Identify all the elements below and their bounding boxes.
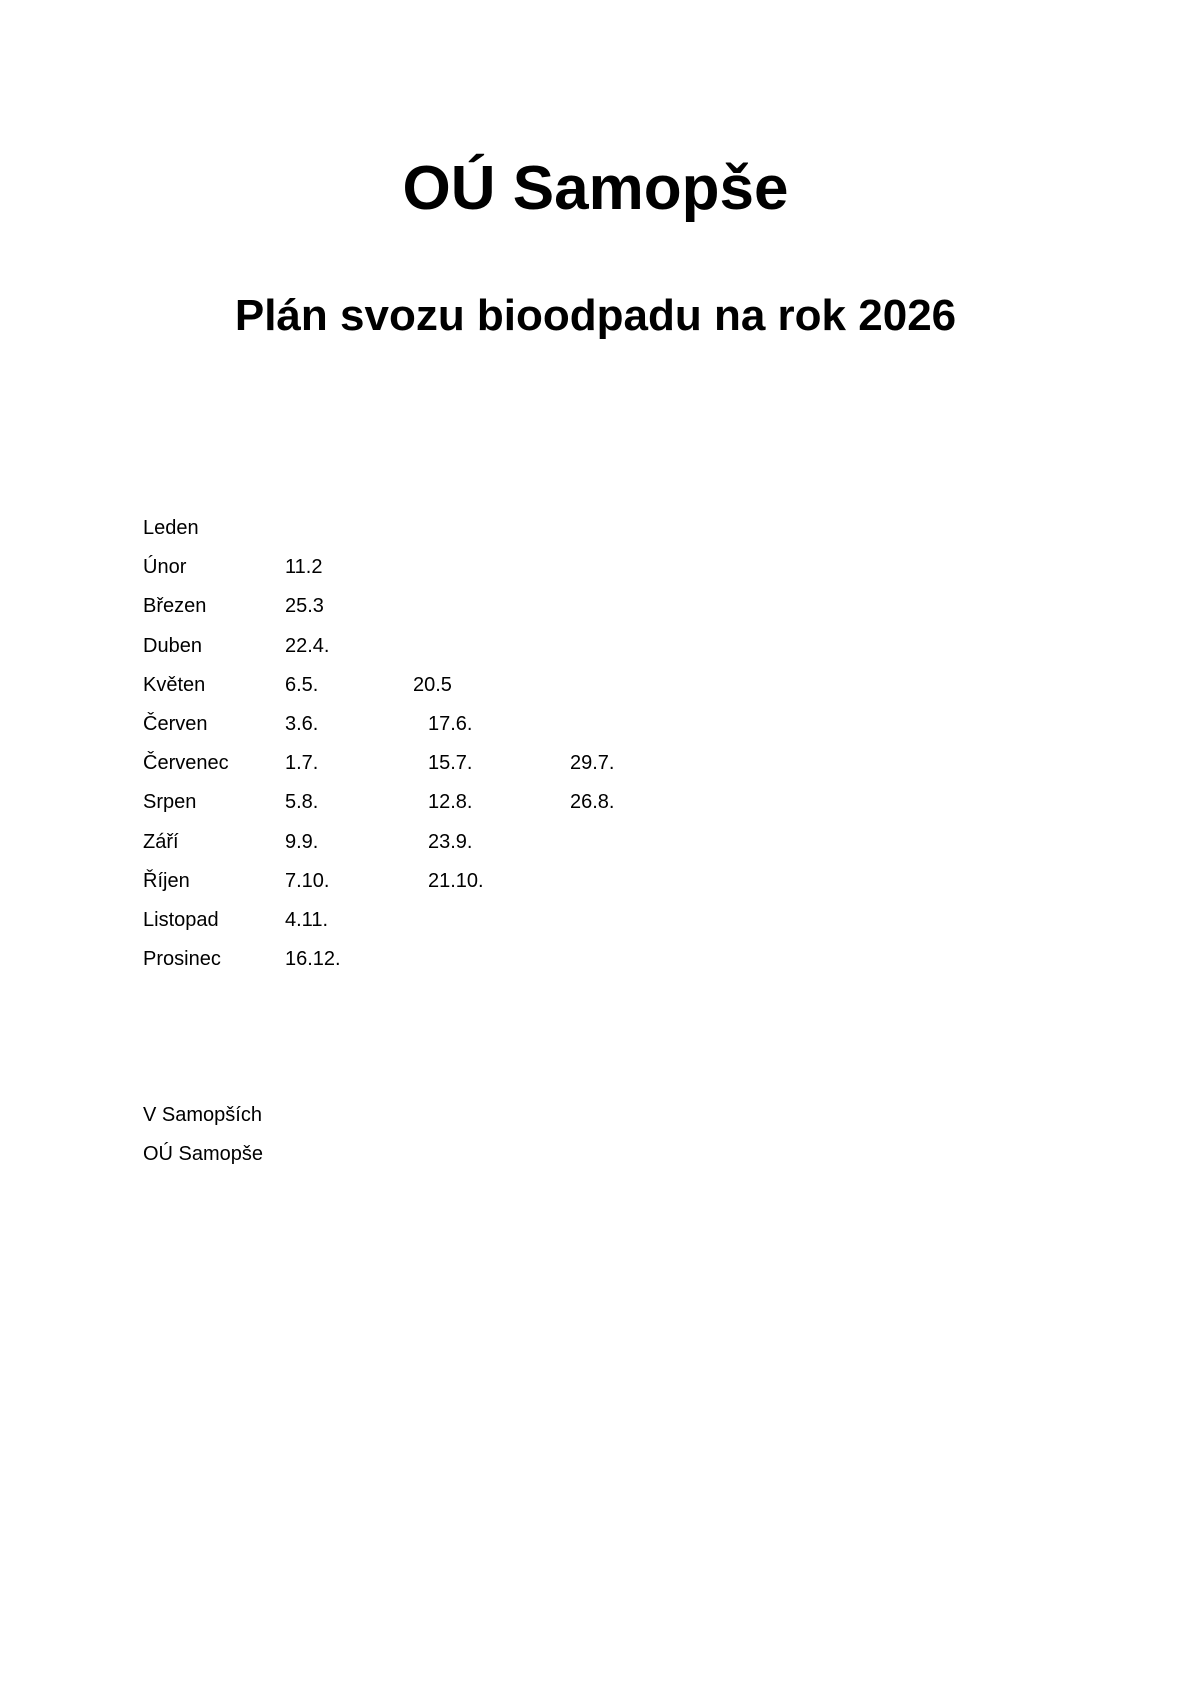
collection-date: 11.2 bbox=[285, 556, 323, 579]
month-label: Září bbox=[143, 830, 179, 853]
month-label: Červenec bbox=[143, 752, 229, 775]
collection-schedule bbox=[143, 512, 843, 982]
schedule-row-srpen bbox=[143, 786, 843, 825]
collection-date: 9.9. bbox=[285, 830, 319, 853]
collection-date: 25.3 bbox=[285, 595, 324, 618]
signature-block bbox=[143, 1096, 263, 1174]
collection-date: 7.10. bbox=[285, 869, 330, 892]
collection-date: 22.4. bbox=[285, 634, 330, 657]
schedule-row-zari bbox=[143, 826, 843, 865]
collection-date: 5.8. bbox=[285, 791, 319, 814]
month-label: Říjen bbox=[143, 869, 190, 892]
schedule-row-prosinec bbox=[143, 943, 843, 982]
month-label: Leden bbox=[143, 517, 199, 539]
schedule-row-leden bbox=[143, 512, 843, 551]
month-label: Listopad bbox=[143, 908, 219, 931]
schedule-row-duben bbox=[143, 630, 843, 669]
schedule-row-rijen bbox=[143, 865, 843, 904]
collection-date: 15.7. bbox=[428, 752, 473, 775]
collection-date: 4.11. bbox=[285, 908, 328, 931]
month-label: Květen bbox=[143, 673, 206, 696]
collection-date: 16.12. bbox=[285, 948, 341, 971]
collection-date: 29.7. bbox=[570, 752, 615, 775]
schedule-row-cervenec bbox=[143, 747, 843, 786]
collection-date: 21.10. bbox=[428, 869, 484, 892]
page-title: OÚ Samopše bbox=[402, 154, 789, 223]
schedule-row-unor bbox=[143, 551, 843, 590]
schedule-row-kveten bbox=[143, 669, 843, 708]
month-label: Prosinec bbox=[143, 948, 221, 971]
collection-date: 3.6. bbox=[285, 712, 319, 735]
schedule-row-cerven bbox=[143, 708, 843, 747]
month-label: Duben bbox=[143, 634, 202, 657]
page-subtitle: Plán svozu bioodpadu na rok 2026 bbox=[234, 291, 957, 340]
collection-date: 23.9. bbox=[428, 830, 473, 853]
collection-date: 20.5 bbox=[413, 673, 452, 696]
signature-line: OÚ Samopše bbox=[143, 1143, 264, 1166]
collection-date: 26.8. bbox=[570, 791, 615, 814]
collection-date: 12.8. bbox=[428, 791, 473, 814]
collection-date: 1.7. bbox=[285, 752, 319, 775]
month-label: Březen bbox=[143, 595, 207, 618]
month-label: Únor bbox=[143, 556, 187, 579]
schedule-row-brezen bbox=[143, 590, 843, 629]
place-line: V Samopších bbox=[143, 1104, 262, 1126]
collection-date: 17.6. bbox=[428, 712, 473, 735]
collection-date: 6.5. bbox=[285, 673, 319, 696]
month-label: Červen bbox=[143, 712, 208, 735]
schedule-row-listopad bbox=[143, 904, 843, 943]
month-label: Srpen bbox=[143, 791, 197, 814]
